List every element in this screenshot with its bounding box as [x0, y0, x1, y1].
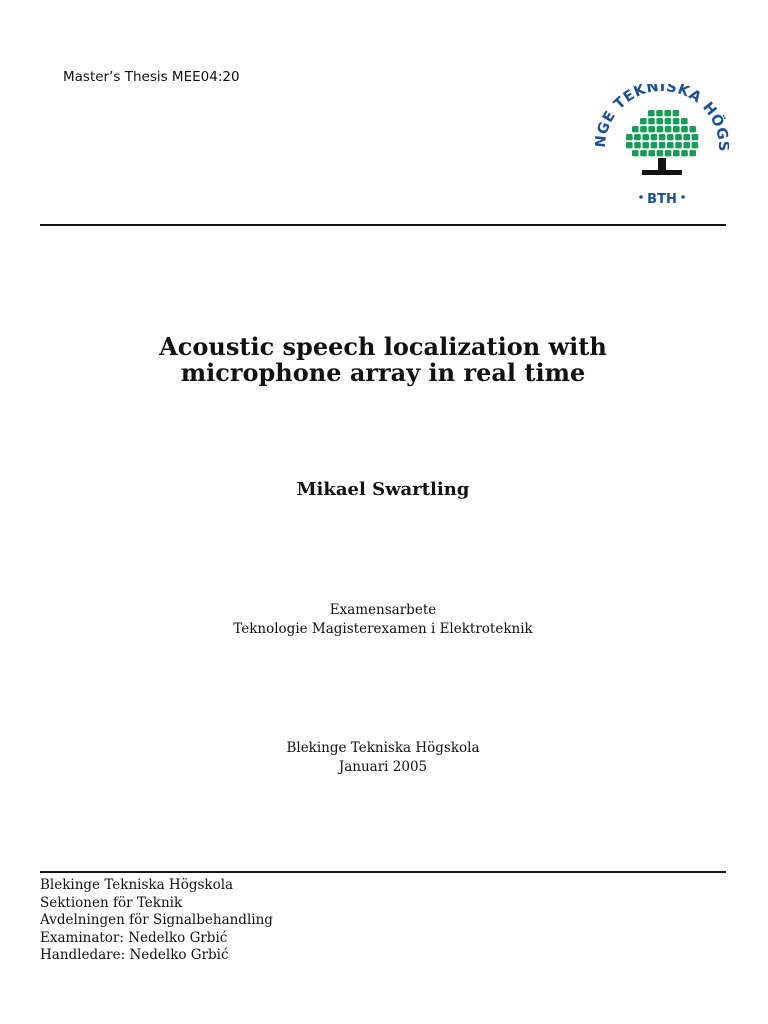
footer-line: Blekinge Tekniska Högskola — [40, 877, 234, 893]
logo-leaf — [681, 126, 688, 132]
logo-leaf — [648, 118, 655, 124]
logo-leaf — [689, 150, 696, 156]
title-line-2: microphone array in real time — [180, 358, 586, 387]
logo-leaf — [632, 150, 639, 156]
logo-leaf — [642, 142, 649, 148]
footer-line: Avdelningen för Signalbehandling — [40, 912, 273, 928]
publication-date: Januari 2005 — [338, 759, 428, 775]
logo-leaf — [640, 118, 647, 124]
logo-leaf — [673, 110, 680, 116]
logo-leaf — [681, 150, 688, 156]
footer-line: Examinator: Nedelko Grbić — [40, 929, 228, 946]
institution-block — [40, 739, 726, 777]
logo-leaf — [656, 118, 663, 124]
thesis-id: Master’s Thesis MEE04:20 — [63, 69, 240, 85]
logo-leaf — [673, 118, 680, 124]
author-name: Mikael Swartling — [296, 479, 470, 500]
logo-ring-text: GE TEKNISKA HÖG — [595, 84, 729, 142]
thesis-title — [40, 334, 726, 386]
logo-leaf — [640, 126, 647, 132]
logo-leaf — [656, 110, 663, 116]
logo-leaf — [675, 142, 682, 148]
logo-leaf — [665, 118, 672, 124]
logo-leaf — [657, 150, 664, 156]
logo-leaf — [673, 126, 680, 132]
logo-leaf — [665, 150, 672, 156]
logo-leaf — [648, 110, 655, 116]
footer-details — [40, 877, 273, 965]
logo-acronym: BTH — [647, 192, 677, 207]
logo-leaf — [665, 126, 672, 132]
logo-leaf — [675, 134, 682, 140]
logo-leaf — [683, 142, 690, 148]
footer-line: Sektionen för Teknik — [40, 894, 183, 911]
header-divider — [40, 224, 726, 226]
degree-type: Examensarbete — [329, 602, 437, 618]
logo-leaf — [648, 150, 655, 156]
logo-leaf — [667, 142, 674, 148]
logo-leaf — [640, 150, 647, 156]
logo-leaf — [689, 126, 696, 132]
tree-logo-icon — [595, 84, 729, 212]
logo-leaf — [667, 134, 674, 140]
logo-leaf — [642, 134, 649, 140]
logo-leaf — [659, 134, 666, 140]
logo-leaf — [648, 126, 655, 132]
institution-name: Blekinge Tekniska Högskola — [286, 740, 480, 756]
logo-leaf — [657, 126, 664, 132]
footer-divider — [40, 871, 726, 873]
bth-logo — [595, 84, 729, 212]
logo-leaf — [634, 142, 641, 148]
logo-leaf — [632, 126, 639, 132]
footer-line: Handledare: Nedelko Grbić — [40, 947, 229, 963]
logo-leaf — [626, 134, 633, 140]
logo-leaf — [683, 134, 690, 140]
logo-leaf — [651, 134, 658, 140]
logo-leaf — [681, 118, 688, 124]
logo-leaf — [692, 134, 699, 140]
logo-leaf — [692, 142, 699, 148]
logo-leaf — [651, 142, 658, 148]
logo-leaf — [626, 142, 633, 148]
degree-block — [40, 601, 726, 639]
logo-leaf — [659, 142, 666, 148]
logo-leaf — [634, 134, 641, 140]
title-line-1: Acoustic speech localization with — [159, 332, 607, 361]
degree-program: Teknologie Magisterexamen i Elektroteknik — [233, 621, 533, 637]
logo-leaf — [673, 150, 680, 156]
logo-leaf — [664, 110, 671, 116]
